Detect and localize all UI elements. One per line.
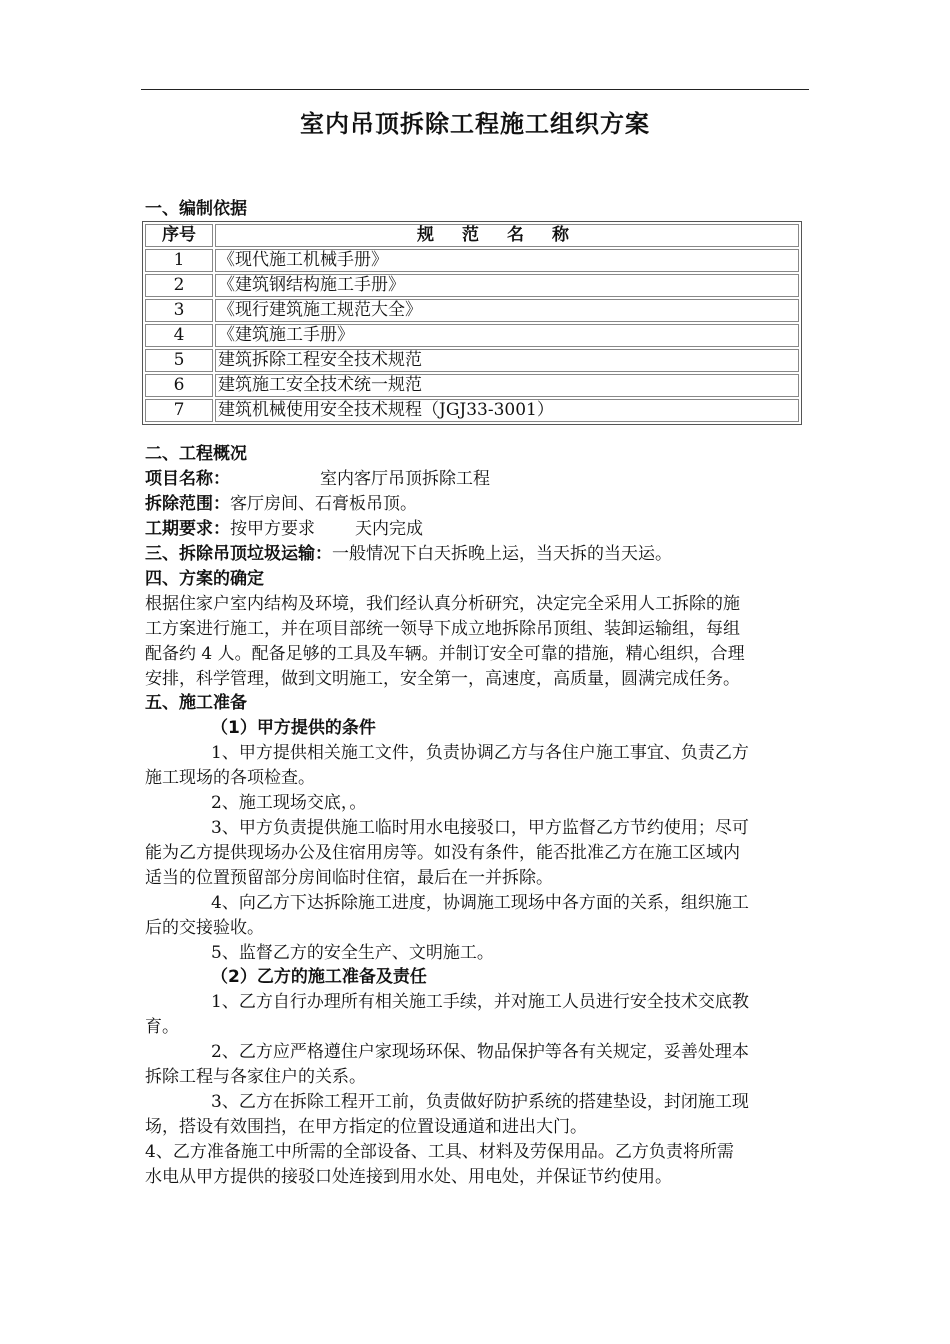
table-row [145, 299, 799, 322]
party-b-item-3: 3、乙方在拆除工程开工前，负责做好防护系统的搭建垫设，封闭施工现 [211, 1092, 749, 1112]
party-b-item-4: 4、乙方准备施工中所需的全部设备、工具、材料及劳保用品。乙方负责将所需 [145, 1142, 734, 1162]
party-b-item-3-cont: 场，搭设有效围挡，在甲方指定的位置设通道和进出大门。 [145, 1117, 587, 1137]
party-a-item-2: 2、施工现场交底，。 [211, 793, 367, 813]
subheading-party-b: （2）乙方的施工准备及责任 [211, 967, 427, 987]
row-standard-name: 《现行建筑施工规范大全》 [215, 299, 799, 322]
party-b-item-1: 1、乙方自行办理所有相关施工手续，并对施工人员进行安全技术交底教 [211, 992, 749, 1012]
project-name-label: 项目名称： [145, 469, 230, 489]
section-heading-overview: 二、工程概况 [145, 444, 247, 464]
column-header-no: 序号 [145, 224, 213, 247]
column-header-name: 规范名称 [215, 224, 799, 247]
table-row [145, 249, 799, 272]
row-number: 7 [145, 399, 213, 422]
scope-line [145, 492, 417, 516]
row-standard-name: 《现代施工机械手册》 [215, 249, 799, 272]
period-label: 工期要求： [145, 519, 230, 539]
plan-paragraph-line: 工方案进行施工，并在项目部统一领导下成立地拆除吊顶组、装卸运输组，每组 [145, 619, 740, 639]
scope-label: 拆除范围： [145, 494, 230, 514]
document-title: 室内吊顶拆除工程施工组织方案 [300, 110, 650, 138]
party-b-item-1-cont: 育。 [145, 1017, 179, 1037]
party-b-item-2-cont: 拆除工程与各家住户的关系。 [145, 1067, 366, 1087]
row-standard-name: 建筑施工安全技术统一规范 [215, 374, 799, 397]
section-heading-basis: 一、编制依据 [145, 199, 247, 219]
standards-table [142, 221, 802, 425]
row-number: 3 [145, 299, 213, 322]
section-heading-plan: 四、方案的确定 [145, 569, 264, 589]
row-number: 2 [145, 274, 213, 297]
party-b-item-4-cont: 水电从甲方提供的接驳口处连接到用水处、用电处，并保证节约使用。 [145, 1167, 672, 1187]
party-a-item-1: 1、甲方提供相关施工文件，负责协调乙方与各住户施工事宜、负责乙方 [211, 743, 749, 763]
row-standard-name: 建筑机械使用安全技术规程（JGJ33-3001） [215, 399, 799, 422]
period-value-a: 按甲方要求 [230, 519, 315, 539]
plan-paragraph-line: 根据住家户室内结构及环境，我们经认真分析研究，决定完全采用人工拆除的施 [145, 594, 740, 614]
row-number: 1 [145, 249, 213, 272]
project-name-value: 室内客厅吊顶拆除工程 [320, 469, 490, 489]
scope-value: 客厅房间、石膏板吊顶。 [230, 494, 417, 514]
party-a-item-4-cont: 后的交接验收。 [145, 918, 264, 938]
party-a-item-3: 3、甲方负责提供施工临时用水电接驳口，甲方监督乙方节约使用；尽可 [211, 818, 749, 838]
party-b-item-2: 2、乙方应严格遵住户家现场环保、物品保护等各有关规定，妥善处理本 [211, 1042, 749, 1062]
period-line [145, 517, 423, 541]
project-name-line [145, 467, 490, 491]
subheading-party-a: （1）甲方提供的条件 [211, 718, 376, 738]
table-row [145, 274, 799, 297]
party-a-item-4: 4、向乙方下达拆除施工进度，协调施工现场中各方面的关系，组织施工 [211, 893, 749, 913]
header-rule [141, 89, 809, 90]
table-row [145, 349, 799, 372]
table-header-row [145, 224, 799, 247]
party-a-item-3-cont: 适当的位置预留部分房间临时住宿，最后在一并拆除。 [145, 868, 553, 888]
plan-paragraph-line: 配备约 4 人。配备足够的工具及车辆。并制订安全可靠的措施，精心组织，合理 [145, 644, 745, 664]
transport-line [145, 542, 672, 566]
section-heading-transport: 三、拆除吊顶垃圾运输： [145, 544, 332, 564]
table-row [145, 324, 799, 347]
table-row [145, 399, 799, 422]
row-standard-name: 《建筑施工手册》 [215, 324, 799, 347]
period-value-b: 天内完成 [355, 519, 423, 539]
party-a-item-1-cont: 施工现场的各项检查。 [145, 768, 315, 788]
row-number: 6 [145, 374, 213, 397]
row-standard-name: 建筑拆除工程安全技术规范 [215, 349, 799, 372]
party-a-item-5: 5、监督乙方的安全生产、文明施工。 [211, 943, 494, 963]
section-heading-prep: 五、施工准备 [145, 693, 247, 713]
plan-paragraph-line: 安排，科学管理，做到文明施工，安全第一，高速度，高质量，圆满完成任务。 [145, 669, 740, 689]
party-a-item-3-cont: 能为乙方提供现场办公及住宿用房等。如没有条件，能否批准乙方在施工区域内 [145, 843, 740, 863]
row-number: 4 [145, 324, 213, 347]
row-standard-name: 《建筑钢结构施工手册》 [215, 274, 799, 297]
transport-text: 一般情况下白天拆晚上运，当天拆的当天运。 [332, 544, 672, 564]
row-number: 5 [145, 349, 213, 372]
table-row [145, 374, 799, 397]
